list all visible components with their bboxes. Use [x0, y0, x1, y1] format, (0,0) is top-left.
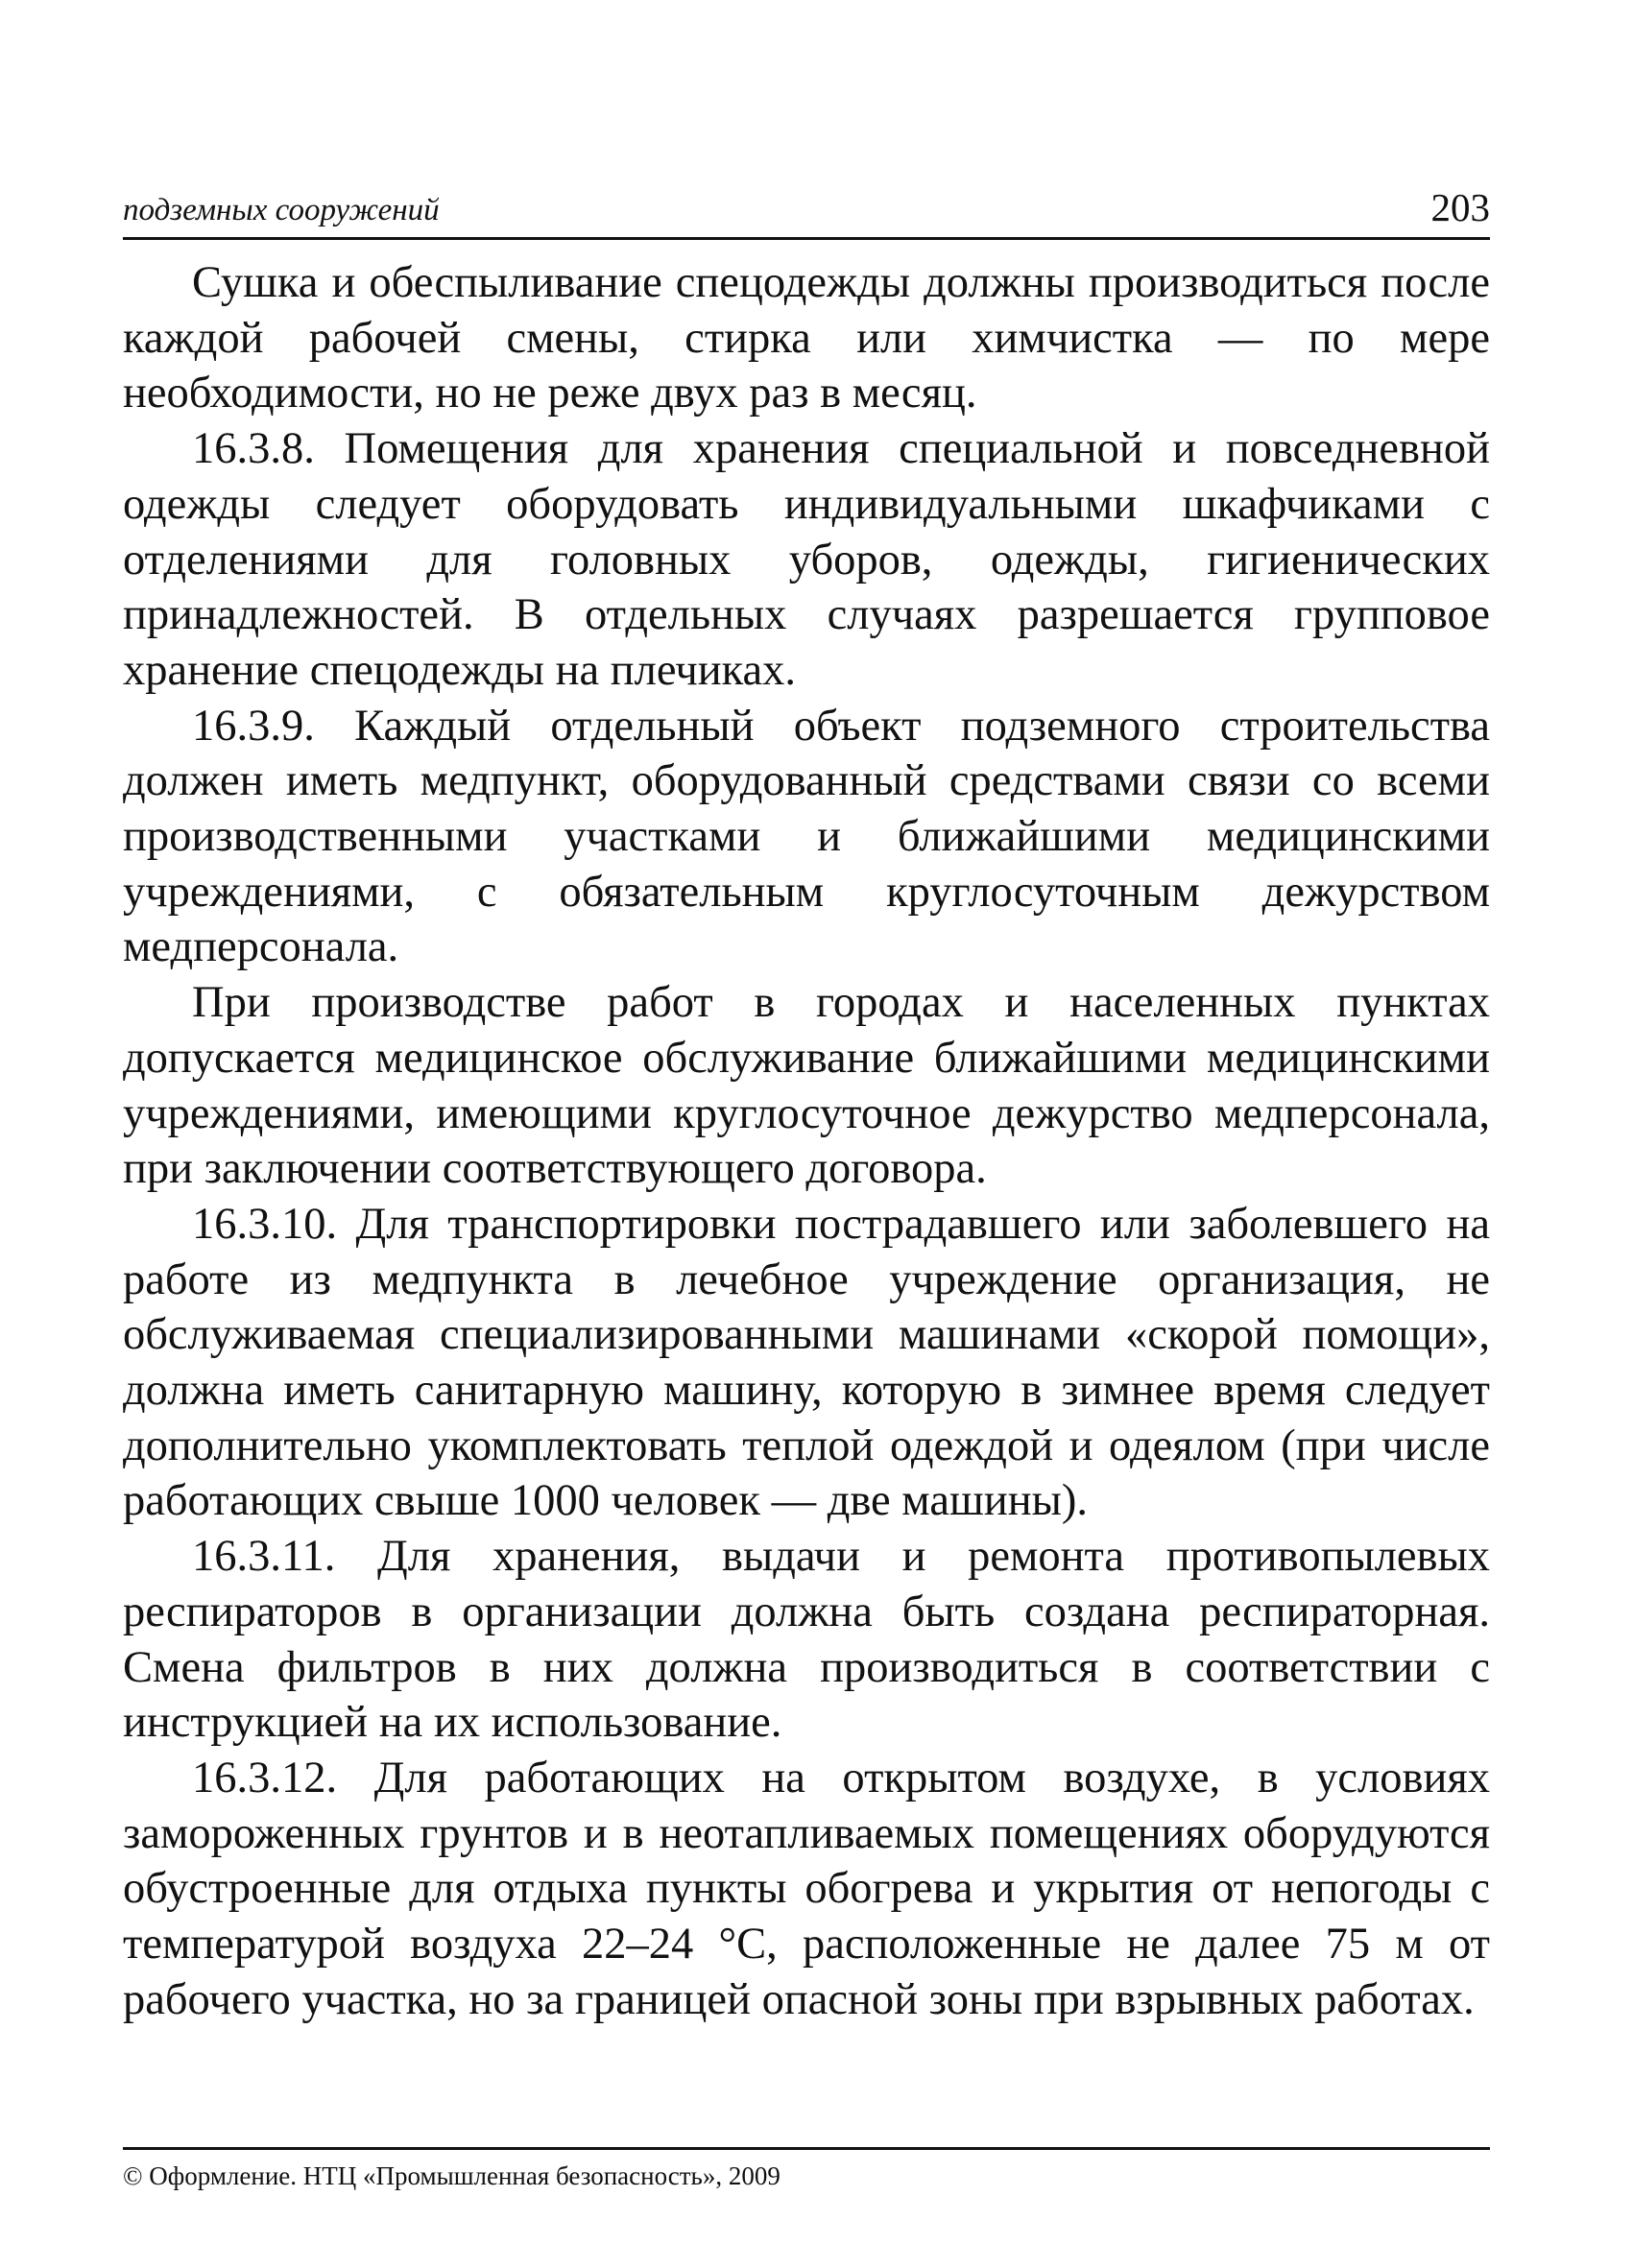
footer-copyright: © Оформление. НТЦ «Промышленная безопасность», 2009 — [123, 2161, 780, 2190]
running-header — [123, 182, 1490, 236]
paragraph-16-3-11: 16.3.11. Для хранения, выдачи и ремонта противопылевых респираторов в организации должна быть создана респираторная. Смена фильтров в них должна производиться в соответствии с инструкцией на их использование. — [123, 1532, 1490, 1748]
page-number: 203 — [1430, 185, 1490, 229]
paragraph-16-3-8: 16.3.8. Помещения для хранения специальной и повседневной одежды следует оборудовать индивидуальными шкафчиками с отделениями для головных уборов, одежды, гигиенических принадлежностей. В отдельных случаях разрешается групповое хранение спецодежды на плечиках. — [123, 424, 1490, 695]
paragraph-16-3-10: 16.3.10. Для транспортировки пострадавшего или заболевшего на работе из медпункта в лечебное учреждение организация, не обслуживаемая специализированными машинами «скорой помощи», должна иметь санитарную машину, которую в зимнее время следует дополнительно укомплектовать теплой одеждой и одеялом (при числе работающих свыше 1000 человек — две машины). — [123, 1199, 1490, 1526]
header-divider — [123, 237, 1490, 240]
paragraph-16-3-12: 16.3.12. Для работающих на открытом воздухе, в условиях замороженных грунтов и в неотапливаемых помещениях оборудуются обустроенные для отдыха пункты обогрева и укрытия от непогоды с температурой воздуха 22–24 °С, расположенные не далее 75 м от рабочего участка, но за границей опасной зоны при взрывных работах. — [123, 1753, 1490, 2024]
body-text — [123, 255, 1490, 2028]
paragraph-16-3-9: 16.3.9. Каждый отдельный объект подземного строительства должен иметь медпункт, оборудованный средствами связи со всеми производственными участками и ближайшими медицинскими учреждениями, с обязательным круглосуточным дежурством медперсонала. — [123, 701, 1490, 972]
running-header-title: подземных сооружений — [123, 193, 440, 227]
paragraph-city-medical-service: При производстве работ в городах и населенных пунктах допускается медицинское обслуживание ближайшими медицинскими учреждениями, имеющими круглосуточное дежурство медперсонала, при заключении соответствующего договора. — [123, 978, 1490, 1194]
footer-divider — [123, 2147, 1490, 2150]
paragraph-drying-clothing: Сушка и обеспыливание спецодежды должны производиться после каждой рабочей смены, стирка или химчистка — по мере необходимости, но не реже двух раз в месяц. — [123, 258, 1490, 418]
